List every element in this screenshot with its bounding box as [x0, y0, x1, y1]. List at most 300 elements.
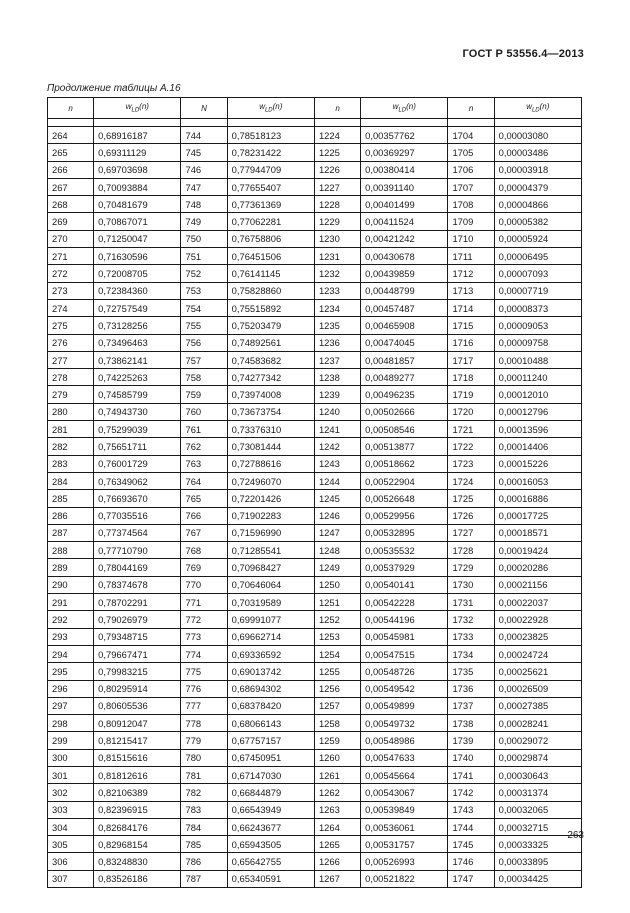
table-cell: 305: [48, 836, 94, 853]
column-header-label: w: [125, 102, 132, 112]
table-cell: 763: [181, 455, 227, 472]
table-cell: 0,68066143: [227, 715, 314, 732]
table-cell: 0,75515892: [227, 299, 314, 316]
table-cell: 773: [181, 628, 227, 645]
table-cell: 1709: [448, 213, 494, 230]
table-cell: 0,00029072: [494, 732, 581, 749]
table-cell: 0,83248830: [94, 853, 181, 870]
table-row: [48, 213, 582, 230]
table-cell: 0,81215417: [94, 732, 181, 749]
table-cell: 0,79348715: [94, 628, 181, 645]
table-row: [48, 127, 582, 144]
table-cell: 0,72496070: [227, 472, 314, 489]
table-cell: 1732: [448, 611, 494, 628]
table-cell: 759: [181, 386, 227, 403]
table-cell: 1713: [448, 282, 494, 299]
table-cell: 1704: [448, 127, 494, 144]
table-cell: 293: [48, 628, 94, 645]
table-row: [48, 870, 582, 887]
table-cell: 271: [48, 248, 94, 265]
table-cell: 755: [181, 317, 227, 334]
table-cell: 0,00032065: [494, 801, 581, 818]
table-cell: 0,00017725: [494, 507, 581, 524]
table-cell: 0,78518123: [227, 127, 314, 144]
table-cell: 0,00012796: [494, 403, 581, 420]
table-row: [48, 542, 582, 559]
table-cell: 0,67757157: [227, 732, 314, 749]
table-cell: 0,71902283: [227, 507, 314, 524]
table-cell: 745: [181, 144, 227, 161]
table-cell: 288: [48, 542, 94, 559]
table-cell: 0,78374678: [94, 576, 181, 593]
table-cell: 0,00011240: [494, 369, 581, 386]
table-cell: 292: [48, 611, 94, 628]
table-cell: 1746: [448, 853, 494, 870]
table-cell: 0,00020286: [494, 559, 581, 576]
table-cell: 0,69336592: [227, 645, 314, 662]
table-cell: 1743: [448, 801, 494, 818]
table-cell: 0,76693670: [94, 490, 181, 507]
table-cell: 0,00547633: [361, 749, 448, 766]
table-cell: 278: [48, 369, 94, 386]
table-cell: 0,77944709: [227, 161, 314, 178]
table-cell: 0,77062281: [227, 213, 314, 230]
table-cell: 295: [48, 663, 94, 680]
table-cell: 1733: [448, 628, 494, 645]
table-cell: 0,00448799: [361, 282, 448, 299]
table-cell: 0,00532895: [361, 524, 448, 541]
table-cell: 274: [48, 299, 94, 316]
table-cell: 784: [181, 818, 227, 835]
table-row: [48, 766, 582, 783]
table-cell: 0,00019424: [494, 542, 581, 559]
table-cell: 264: [48, 127, 94, 144]
table-cell: 1721: [448, 421, 494, 438]
table-cell: 299: [48, 732, 94, 749]
table-cell: 1249: [314, 559, 360, 576]
table-cell: 0,82968154: [94, 836, 181, 853]
table-cell: 770: [181, 576, 227, 593]
table-cell: 0,00496235: [361, 386, 448, 403]
table-cell: 1252: [314, 611, 360, 628]
table-cell: 300: [48, 749, 94, 766]
table-cell: 1228: [314, 196, 360, 213]
table-cell: 0,72008705: [94, 265, 181, 282]
table-cell: 0,79667471: [94, 645, 181, 662]
table-row: [48, 853, 582, 870]
table-cell: 0,78044169: [94, 559, 181, 576]
table-cell: 1731: [448, 594, 494, 611]
table-cell: 0,73974008: [227, 386, 314, 403]
table-cell: 0,73862141: [94, 351, 181, 368]
table-cell: 304: [48, 818, 94, 835]
table-row: [48, 611, 582, 628]
table-cell: 0,00539849: [361, 801, 448, 818]
table-cell: 1255: [314, 663, 360, 680]
table-cell: 1242: [314, 438, 360, 455]
table-cell: 0,00465908: [361, 317, 448, 334]
table-cell: 752: [181, 265, 227, 282]
table-row: [48, 472, 582, 489]
table-cell: 749: [181, 213, 227, 230]
table-cell: 0,82106389: [94, 784, 181, 801]
table-row: [48, 282, 582, 299]
table-cell: 767: [181, 524, 227, 541]
data-table: [47, 97, 582, 888]
table-cell: 0,00003486: [494, 144, 581, 161]
table-cell: 750: [181, 230, 227, 247]
table-row: [48, 248, 582, 265]
table-cell: 283: [48, 455, 94, 472]
table-cell: 1237: [314, 351, 360, 368]
table-cell: 1725: [448, 490, 494, 507]
table-cell: 297: [48, 697, 94, 714]
table-row: [48, 645, 582, 662]
table-cell: 775: [181, 663, 227, 680]
table-row: [48, 403, 582, 420]
table-cell: 0,00008373: [494, 299, 581, 316]
table-cell: 0,00522904: [361, 472, 448, 489]
table-cell: 0,80912047: [94, 715, 181, 732]
table-cell: 1712: [448, 265, 494, 282]
table-row: [48, 715, 582, 732]
table-cell: 291: [48, 594, 94, 611]
table-cell: 776: [181, 680, 227, 697]
table-cell: 0,68916187: [94, 127, 181, 144]
table-row: [48, 455, 582, 472]
table-cell: 0,75828860: [227, 282, 314, 299]
table-cell: 0,00033895: [494, 853, 581, 870]
table-cell: 0,00430678: [361, 248, 448, 265]
table-cell: 0,00542228: [361, 594, 448, 611]
table-cell: 1265: [314, 836, 360, 853]
table-cell: 0,74225263: [94, 369, 181, 386]
table-cell: 1238: [314, 369, 360, 386]
table-row: [48, 490, 582, 507]
table-row: [48, 438, 582, 455]
table-cell: 751: [181, 248, 227, 265]
table-cell: 0,00026509: [494, 680, 581, 697]
table-cell: 275: [48, 317, 94, 334]
table-cell: 1261: [314, 766, 360, 783]
table-cell: 0,77374564: [94, 524, 181, 541]
column-header: [314, 98, 360, 119]
table-cell: 0,00005382: [494, 213, 581, 230]
table-cell: 764: [181, 472, 227, 489]
table-cell: 0,72384360: [94, 282, 181, 299]
table-row: [48, 663, 582, 680]
table-cell: 0,72201426: [227, 490, 314, 507]
table-cell: 0,00006495: [494, 248, 581, 265]
table-cell: 0,70319589: [227, 594, 314, 611]
table-cell: 306: [48, 853, 94, 870]
table-cell: 0,00391140: [361, 178, 448, 195]
table-cell: 0,70867071: [94, 213, 181, 230]
table-cell: 1260: [314, 749, 360, 766]
table-row: [48, 299, 582, 316]
table-row: [48, 421, 582, 438]
table-cell: 1230: [314, 230, 360, 247]
table-cell: 0,00535532: [361, 542, 448, 559]
table-cell: 1705: [448, 144, 494, 161]
column-header: [227, 98, 314, 119]
table-cell: 0,78702291: [94, 594, 181, 611]
table-cell: 761: [181, 421, 227, 438]
table-cell: 1224: [314, 127, 360, 144]
table-cell: 1710: [448, 230, 494, 247]
table-cell: 0,00009758: [494, 334, 581, 351]
table-cell: 774: [181, 645, 227, 662]
table-cell: 0,72757549: [94, 299, 181, 316]
table-cell: 0,77710790: [94, 542, 181, 559]
column-header: [361, 98, 448, 119]
table-cell: 1707: [448, 178, 494, 195]
table-cell: 747: [181, 178, 227, 195]
column-header-subscript: LD: [131, 107, 140, 114]
table-cell: 0,76758806: [227, 230, 314, 247]
table-cell: 1736: [448, 680, 494, 697]
table-cell: 0,00421242: [361, 230, 448, 247]
table-cell: 0,00536061: [361, 818, 448, 835]
table-cell: 0,73128256: [94, 317, 181, 334]
table-cell: 0,00518662: [361, 455, 448, 472]
table-cell: 0,00003918: [494, 161, 581, 178]
column-header: [48, 98, 94, 119]
column-header-suffix: (n): [539, 102, 550, 112]
table-cell: 301: [48, 766, 94, 783]
column-header: [181, 98, 227, 119]
table-cell: 1723: [448, 455, 494, 472]
table-cell: 0,74892561: [227, 334, 314, 351]
table-cell: 0,66844879: [227, 784, 314, 801]
table-cell: 1256: [314, 680, 360, 697]
table-cell: 0,00508546: [361, 421, 448, 438]
table-cell: 0,00015226: [494, 455, 581, 472]
table-cell: 1251: [314, 594, 360, 611]
column-header-suffix: (n): [406, 102, 416, 112]
table-cell: 0,68694302: [227, 680, 314, 697]
table-cell: 303: [48, 801, 94, 818]
table-cell: 0,00481857: [361, 351, 448, 368]
table-cell: 0,00548986: [361, 732, 448, 749]
table-cell: 281: [48, 421, 94, 438]
table-cell: 0,00016886: [494, 490, 581, 507]
table-cell: 0,75203479: [227, 317, 314, 334]
table-cell: 296: [48, 680, 94, 697]
table-row: [48, 317, 582, 334]
table-cell: 277: [48, 351, 94, 368]
table-row: [48, 524, 582, 541]
table-cell: 1734: [448, 645, 494, 662]
column-header-label: n: [335, 103, 340, 113]
column-header-subscript: LD: [264, 107, 273, 114]
table-cell: 746: [181, 161, 227, 178]
table-cell: 781: [181, 766, 227, 783]
table-cell: 0,00544196: [361, 611, 448, 628]
table-cell: 1239: [314, 386, 360, 403]
table-cell: 0,00549899: [361, 697, 448, 714]
table-cell: 1714: [448, 299, 494, 316]
table-row: [48, 732, 582, 749]
table-cell: 748: [181, 196, 227, 213]
table-cell: 280: [48, 403, 94, 420]
table-cell: 1244: [314, 472, 360, 489]
table-cell: 0,78231422: [227, 144, 314, 161]
table-cell: 0,00007093: [494, 265, 581, 282]
table-cell: 1266: [314, 853, 360, 870]
table-cell: 0,75651711: [94, 438, 181, 455]
table-cell: 1240: [314, 403, 360, 420]
table-cell: 0,00547515: [361, 645, 448, 662]
table-row: [48, 836, 582, 853]
table-cell: 266: [48, 161, 94, 178]
table-cell: 298: [48, 715, 94, 732]
table-row: [48, 784, 582, 801]
column-header-label: w: [259, 102, 265, 112]
table-cell: 1262: [314, 784, 360, 801]
table-cell: 290: [48, 576, 94, 593]
table-cell: 756: [181, 334, 227, 351]
table-cell: 0,69703698: [94, 161, 181, 178]
table-cell: 754: [181, 299, 227, 316]
table-cell: 276: [48, 334, 94, 351]
table-cell: 1225: [314, 144, 360, 161]
table-cell: 0,69662714: [227, 628, 314, 645]
table-cell: 0,00032715: [494, 818, 581, 835]
column-header: [94, 98, 181, 119]
table-cell: 1735: [448, 663, 494, 680]
table-cell: 1233: [314, 282, 360, 299]
table-cell: 0,00029874: [494, 749, 581, 766]
table-cell: 0,69013742: [227, 663, 314, 680]
table-cell: 0,71630596: [94, 248, 181, 265]
table-cell: 772: [181, 611, 227, 628]
column-header-suffix: (n): [272, 102, 283, 112]
table-cell: 1722: [448, 438, 494, 455]
header-spacer-row: [48, 119, 582, 127]
table-cell: 0,77361369: [227, 196, 314, 213]
table-cell: 0,00034425: [494, 870, 581, 887]
table-cell: 0,76349062: [94, 472, 181, 489]
table-cell: 285: [48, 490, 94, 507]
table-cell: 0,00545664: [361, 766, 448, 783]
table-cell: 0,79026979: [94, 611, 181, 628]
table-row: [48, 265, 582, 282]
table-cell: 760: [181, 403, 227, 420]
table-cell: 0,00457487: [361, 299, 448, 316]
table-cell: 0,00024724: [494, 645, 581, 662]
table-cell: 0,00009053: [494, 317, 581, 334]
table-cell: 1740: [448, 749, 494, 766]
table-cell: 1243: [314, 455, 360, 472]
table-cell: 0,74585799: [94, 386, 181, 403]
standard-number: ГОСТ Р 53556.4—2013: [462, 48, 584, 60]
table-cell: 268: [48, 196, 94, 213]
table-cell: 0,00028241: [494, 715, 581, 732]
table-cell: 286: [48, 507, 94, 524]
table-row: [48, 801, 582, 818]
table-cell: 0,69991077: [227, 611, 314, 628]
table-row: [48, 386, 582, 403]
table-cell: 1264: [314, 818, 360, 835]
table-cell: 777: [181, 697, 227, 714]
column-header-subscript: LD: [531, 107, 540, 114]
table-cell: 0,00025621: [494, 663, 581, 680]
table-cell: 0,00010488: [494, 351, 581, 368]
table-cell: 273: [48, 282, 94, 299]
table-cell: 0,00033325: [494, 836, 581, 853]
table-cell: 0,00007719: [494, 282, 581, 299]
table-row: [48, 369, 582, 386]
table-row: [48, 818, 582, 835]
table-cell: 0,69311129: [94, 144, 181, 161]
table-cell: 0,00521822: [361, 870, 448, 887]
table-cell: 0,00022928: [494, 611, 581, 628]
table-cell: 302: [48, 784, 94, 801]
table-body: [48, 119, 582, 888]
table-caption: Продолжение таблицы А.16: [47, 83, 181, 94]
table-cell: 1708: [448, 196, 494, 213]
table-cell: 1706: [448, 161, 494, 178]
table-cell: 1246: [314, 507, 360, 524]
table-cell: 0,00012010: [494, 386, 581, 403]
table-row: [48, 749, 582, 766]
table-cell: 0,81515616: [94, 749, 181, 766]
table-cell: 0,82396915: [94, 801, 181, 818]
table-cell: 1259: [314, 732, 360, 749]
table-cell: 0,00489277: [361, 369, 448, 386]
table-cell: 786: [181, 853, 227, 870]
table-cell: 1729: [448, 559, 494, 576]
table-row: [48, 594, 582, 611]
table-cell: 0,71250047: [94, 230, 181, 247]
table-cell: 0,00021156: [494, 576, 581, 593]
table-row: [48, 196, 582, 213]
table-cell: 0,00022037: [494, 594, 581, 611]
table-cell: 0,65340591: [227, 870, 314, 887]
table-row: [48, 230, 582, 247]
table-row: [48, 628, 582, 645]
table-cell: 1726: [448, 507, 494, 524]
table-cell: 1234: [314, 299, 360, 316]
table-cell: 0,66243677: [227, 818, 314, 835]
table-cell: 0,66543949: [227, 801, 314, 818]
table-cell: 1267: [314, 870, 360, 887]
table-cell: 0,70646064: [227, 576, 314, 593]
table-row: [48, 576, 582, 593]
table-cell: 0,00548726: [361, 663, 448, 680]
table-cell: 0,65943505: [227, 836, 314, 853]
column-header-label: w: [526, 102, 532, 112]
table-cell: 771: [181, 594, 227, 611]
table-cell: 1250: [314, 576, 360, 593]
table-cell: 0,00545981: [361, 628, 448, 645]
table-cell: 0,00502666: [361, 403, 448, 420]
table-cell: 0,71596990: [227, 524, 314, 541]
table-cell: 0,00549732: [361, 715, 448, 732]
table-row: [48, 161, 582, 178]
table-cell: 0,00003080: [494, 127, 581, 144]
table-cell: 265: [48, 144, 94, 161]
table-cell: 1727: [448, 524, 494, 541]
table-cell: 0,00013596: [494, 421, 581, 438]
table-cell: 0,74277342: [227, 369, 314, 386]
table-row: [48, 351, 582, 368]
table-cell: 0,76001729: [94, 455, 181, 472]
table-cell: 0,74943730: [94, 403, 181, 420]
table-cell: 1718: [448, 369, 494, 386]
table-cell: 1739: [448, 732, 494, 749]
